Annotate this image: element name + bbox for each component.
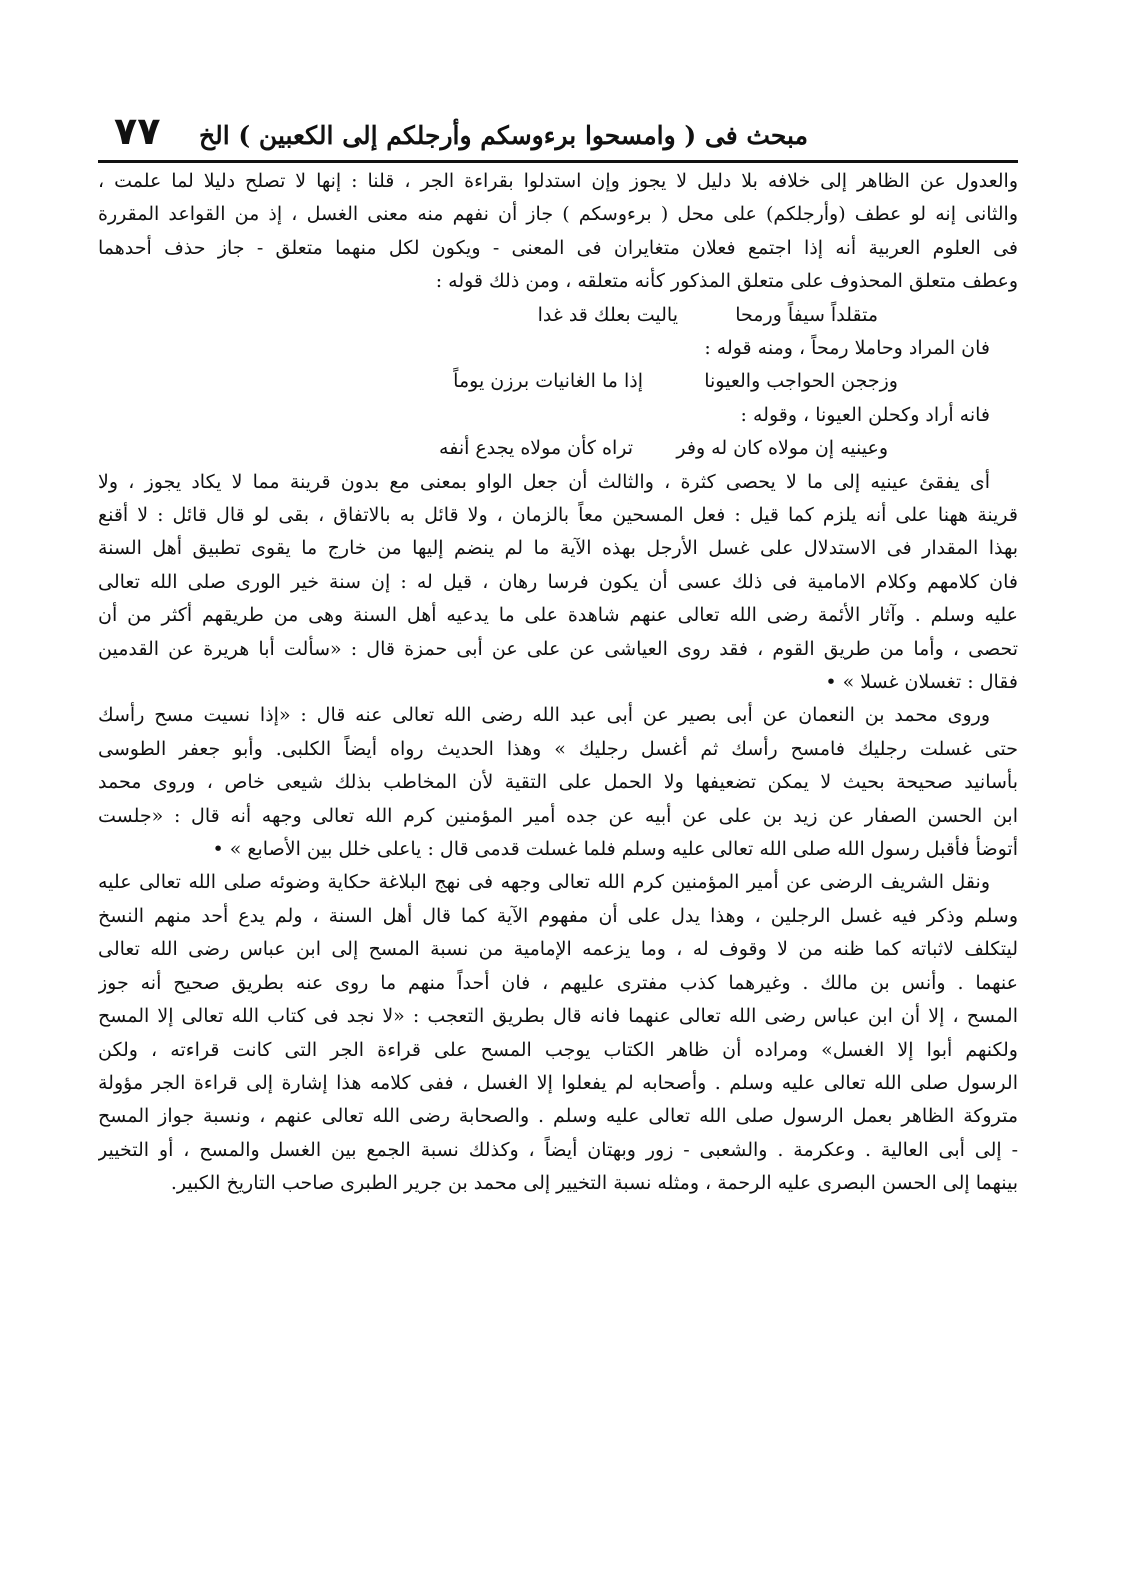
text-line: تحصى ، وأما من طريق القوم ، فقد روى العياشى عن على عن أبى حمزة قال : «سألت أبا هريرة عن القدمين bbox=[98, 637, 1018, 660]
text-line: وروى محمد بن النعمان عن أبى بصير عن أبى عبد الله رضى الله تعالى عنه قال : «إذا نسيت مسح رأسك bbox=[98, 704, 990, 727]
page-header bbox=[98, 109, 1018, 153]
page-body bbox=[98, 165, 1018, 1201]
text-line: بهذا المقدار فى الاستدلال على غسل الأرجل بهذه الآية ما لم ينضم إليها من خارج ما يقوى تطبيق أهل السنة bbox=[98, 537, 1018, 560]
verse-1-hemistich-1: ياليت بعلك قد غدا bbox=[537, 303, 678, 326]
text-line: فان كلامهم وكلام الامامية فى ذلك عسى أن يكون فرسا رهان ، قيل له : إن سنة خير الورى صلى الله تعالى bbox=[98, 570, 1018, 593]
text-line: والثانى إنه لو عطف (وأرجلكم) على محل ( برءوسكم ) جاز أن نفهم منه معنى الغسل ، إذ من القواعد المقررة bbox=[98, 203, 1018, 226]
page-number: ٧٧ bbox=[114, 109, 161, 153]
text-line: حتى غسلت رجليك فامسح رأسك ثم أغسل رجليك » وهذا الحديث رواه أيضاً الكلبى. وأبو جعفر الطوسى bbox=[98, 737, 1018, 760]
text-line: فان المراد وحاملا رمحاً ، ومنه قوله : bbox=[704, 337, 990, 360]
running-title: مبحث فى ( وامسحوا برءوسكم وأرجلكم إلى الكعبين ) الخ bbox=[199, 121, 808, 150]
text-line: فقال : تغسلان غسلا » • bbox=[825, 671, 1018, 694]
verse-1-hemistich-2: متقلداً سيفاً ورمحا bbox=[735, 303, 878, 326]
verse-3-hemistich-2: وعينيه إن مولاه كان له وفر bbox=[676, 437, 888, 460]
verse-3-hemistich-1: تراه كأن مولاه يجدع أنفه bbox=[439, 437, 633, 460]
text-line: وعطف متعلق المحذوف على متعلق المذكور كأنه متعلقه ، ومن ذلك قوله : bbox=[435, 270, 1018, 293]
text-line: أتوضأ فأقبل رسول الله صلى الله تعالى عليه وسلم فلما غسلت قدمى قال : ياعلى خلل بين الأصابع » • bbox=[212, 838, 1018, 861]
text-line: ولكنهم أبوا إلا الغسل» ومراده أن ظاهر الكتاب يوجب المسح على قراءة الجر التى كانت قراءته ، ولكن bbox=[98, 1038, 1018, 1061]
text-line: بأسانيد صحيحة بحيث لا يمكن تضعيفها ولا الحمل على التقية لأن المخاطب بذلك شيعى خاص ، وروى محمد bbox=[98, 771, 1018, 794]
verse-2 bbox=[98, 365, 1018, 398]
verse-2-hemistich-1: إذا ما الغانيات برزن يوماً bbox=[453, 370, 643, 393]
text-line: - إلى أبى العالية . وعكرمة . والشعبى - زور وبهتان أيضاً ، وكذلك نسبة الجمع بين الغسل والمسح ، أو التخيير bbox=[98, 1138, 1018, 1161]
text-line: المسح ، إلا أن ابن عباس رضى الله تعالى عنهما فانه قال بطريق التعجب : «لا نجد فى كتاب الله تعالى إلا المسح bbox=[98, 1005, 1018, 1028]
text-line: ليتكلف لاثباته كما ظنه من لا وقوف له ، وما يزعمه الإمامية من نسبة المسح إلى ابن عباس رضى الله تعالى bbox=[98, 938, 1018, 961]
verse-1 bbox=[98, 299, 1018, 332]
text-line: وسلم وذكر فيه غسل الرجلين ، وهذا يدل على أن مفهوم الآية كما قال أهل السنة ، ولم يدع أحد منهم النسخ bbox=[98, 904, 1018, 927]
text-line: متروكة الظاهر بعمل الرسول صلى الله تعالى عليه وسلم . والصحابة رضى الله تعالى عنهم ، ونسبة جواز المسح bbox=[98, 1105, 1018, 1128]
text-line: فانه أراد وكحلن العيونا ، وقوله : bbox=[740, 403, 990, 426]
text-line: عنهما . وأنس بن مالك . وغيرهما كذب مفترى عليهم ، فان أحداً منهم ما روى عنه بطريق صحيح أنه جوز bbox=[98, 971, 1018, 994]
text-line: قرينة ههنا على أنه يلزم كما قيل : فعل المسحين معاً بالزمان ، ولا قائل به بالاتفاق ، بقى لو قال قائل : لا أقنع bbox=[98, 504, 1018, 527]
header-divider bbox=[98, 160, 1018, 163]
verse-2-hemistich-2: وزججن الحواجب والعيونا bbox=[704, 370, 898, 393]
text-line: عليه وسلم . وآثار الأئمة رضى الله تعالى عنهم شاهدة على ما يدعيه أهل السنة وهى من طريقهم أكثر من أن bbox=[98, 604, 1018, 627]
text-line: ابن الحسن الصفار عن زيد بن على عن أبيه عن جده أمير المؤمنين كرم الله تعالى وجهه أنه قال : «جلست bbox=[98, 804, 1018, 827]
text-line: ونقل الشريف الرضى عن أمير المؤمنين كرم الله تعالى وجهه فى نهج البلاغة حكاية وضوئه صلى الله تعالى عليه bbox=[98, 871, 990, 894]
text-line: أى يفقئ عينيه إلى ما لا يحصى كثرة ، والثالث أن جعل الواو بمعنى مع بدون قرينة مما لا يكاد يجوز ، ولا bbox=[98, 470, 990, 493]
text-line: الرسول صلى الله تعالى عليه وسلم . وأصحابه لم يفعلوا إلا الغسل ، ففى كلامه هذا إشارة إلى قراءة الجر مؤولة bbox=[98, 1071, 1018, 1094]
text-line: فى العلوم العربية أنه إذا اجتمع فعلان متغايران فى المعنى - ويكون لكل منهما متعلق - جاز حذف أحدهما bbox=[98, 236, 1018, 259]
text-line: بينهما إلى الحسن البصرى عليه الرحمة ، ومثله نسبة التخيير إلى محمد بن جرير الطبرى صاحب التاريخ الكبير. bbox=[170, 1172, 1018, 1195]
verse-3 bbox=[98, 432, 1018, 465]
text-line: والعدول عن الظاهر إلى خلافه بلا دليل لا يجوز وإن استدلوا بقراءة الجر ، قلنا : إنها لا تصلح دليلا لما علمت ، bbox=[98, 170, 1018, 192]
